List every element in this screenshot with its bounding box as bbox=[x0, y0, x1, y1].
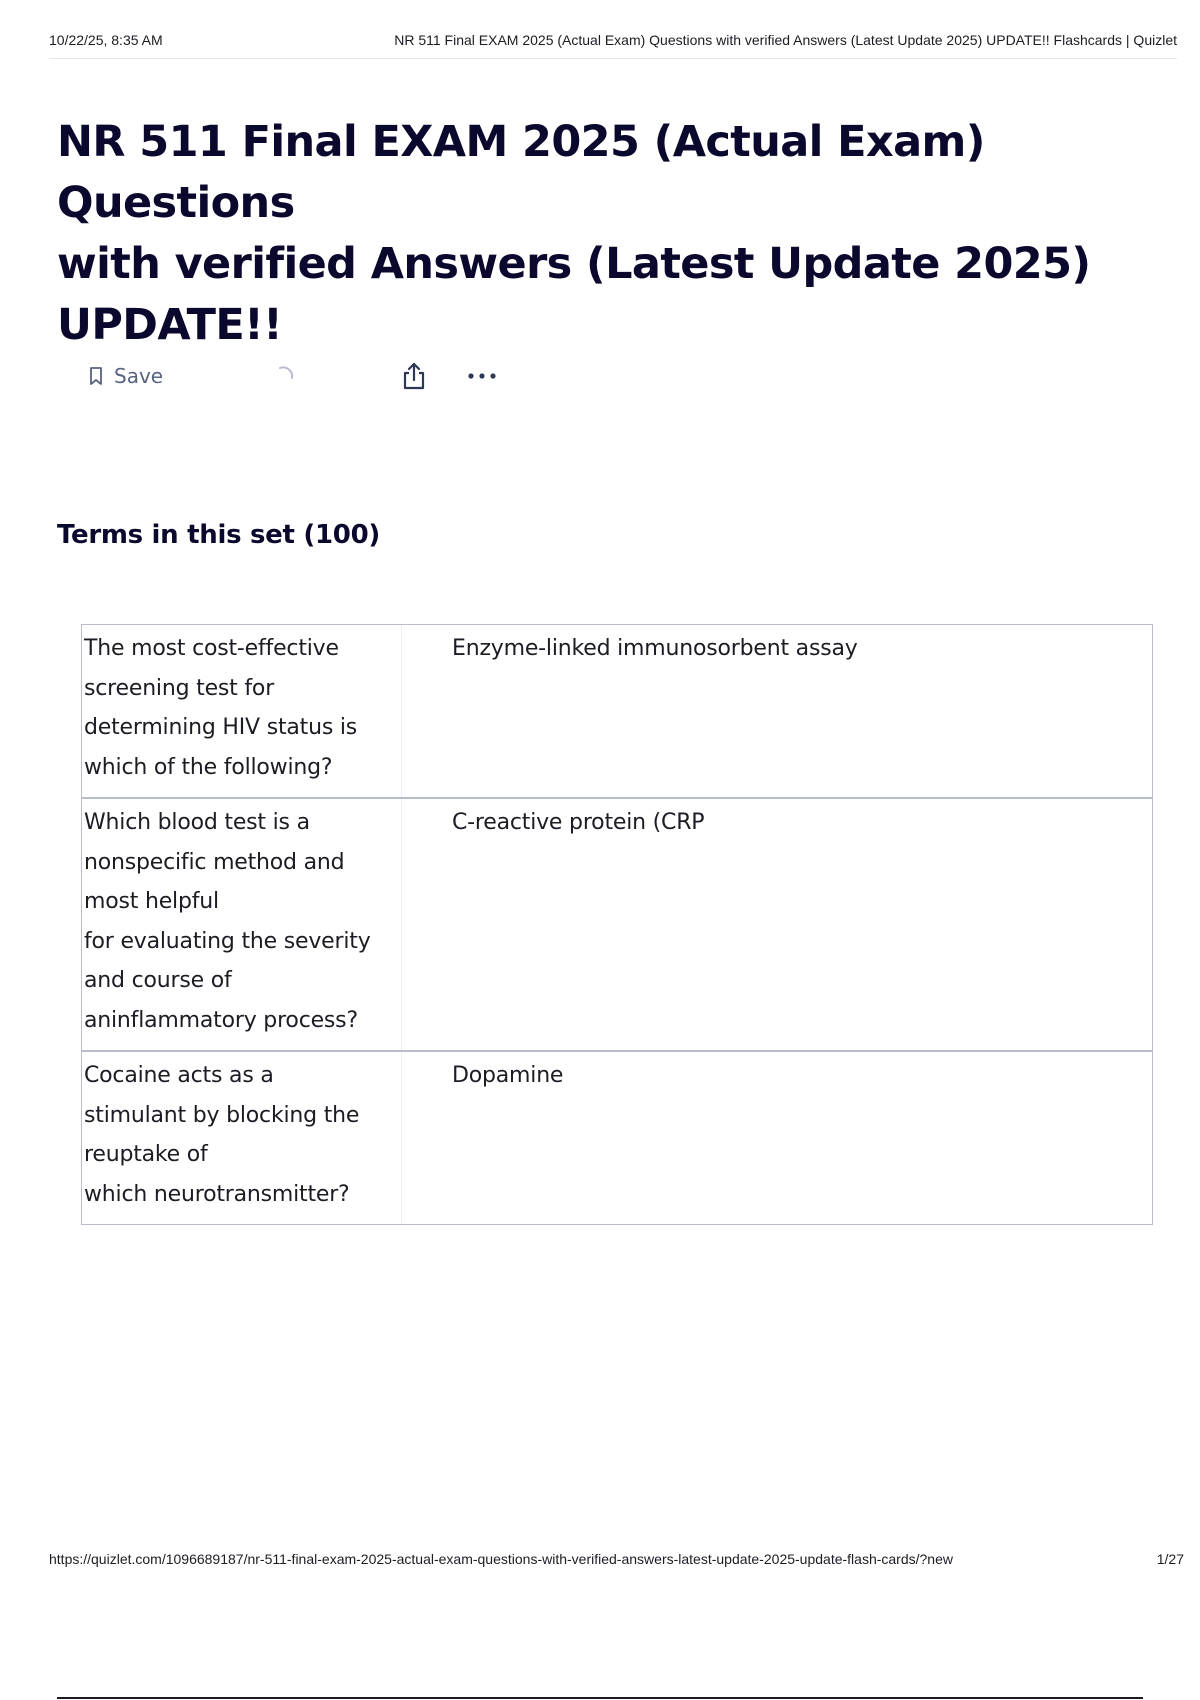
set-toolbar bbox=[76, 356, 536, 396]
print-url: https://quizlet.com/1096689187/nr-511-final-exam-2025-actual-exam-questions-with-verified-answers-latest-update-2025-update-flash-cards/?new bbox=[49, 1551, 953, 1567]
term-line: stimulant by blocking the bbox=[84, 1102, 360, 1128]
term-row[interactable] bbox=[82, 625, 1152, 799]
term-text bbox=[82, 799, 402, 1050]
term-line: aninflammatory process? bbox=[84, 1007, 358, 1033]
page-title-line: NR 511 Final EXAM 2025 (Actual Exam) Questions bbox=[57, 117, 985, 228]
term-row[interactable] bbox=[82, 799, 1152, 1052]
terms-heading: Terms in this set (100) bbox=[57, 520, 380, 550]
term-line: nonspecific method and bbox=[84, 849, 345, 875]
term-line: most helpful bbox=[84, 889, 219, 914]
term-text bbox=[82, 1052, 402, 1224]
bookmark-icon bbox=[88, 366, 104, 386]
print-datetime: 10/22/25, 8:35 AM bbox=[49, 32, 163, 48]
term-line: and course of bbox=[84, 968, 232, 993]
more-horizontal-icon bbox=[467, 372, 497, 380]
print-document-title: NR 511 Final EXAM 2025 (Actual Exam) Questions with verified Answers (Latest Update 2025) UPDATE!! Flashcards | Quizlet bbox=[394, 32, 1177, 48]
term-line: The most cost-effective bbox=[84, 636, 339, 661]
spinner-icon bbox=[272, 364, 296, 388]
page-title bbox=[57, 112, 1177, 356]
print-header bbox=[49, 30, 1177, 59]
share-icon bbox=[401, 361, 427, 391]
more-options-button[interactable] bbox=[460, 356, 504, 396]
page-number: 1/27 bbox=[1156, 1551, 1184, 1567]
term-text bbox=[82, 625, 402, 797]
definition-text: Enzyme-linked immunosorbent assay bbox=[452, 636, 858, 661]
share-button[interactable] bbox=[392, 356, 436, 396]
definition-text: Dopamine bbox=[452, 1063, 564, 1088]
term-line: determining HIV status is bbox=[84, 715, 358, 740]
term-line: screening test for bbox=[84, 675, 275, 701]
term-row[interactable] bbox=[82, 1052, 1152, 1224]
save-button[interactable] bbox=[76, 356, 175, 396]
page-title-line: with verified Answers (Latest Update 2025) bbox=[57, 239, 1091, 289]
term-line: which neurotransmitter? bbox=[84, 1181, 350, 1207]
term-line: which of the following? bbox=[84, 754, 333, 780]
terms-table bbox=[81, 624, 1153, 1225]
term-line: for evaluating the severity bbox=[84, 928, 371, 954]
save-label: Save bbox=[114, 364, 164, 388]
term-line: reuptake of bbox=[84, 1142, 208, 1167]
term-line: Cocaine acts as a bbox=[84, 1063, 274, 1088]
divider bbox=[57, 1697, 1143, 1699]
page-title-line: UPDATE!! bbox=[57, 300, 283, 350]
term-line: Which blood test is a bbox=[84, 810, 310, 835]
definition-text: C-reactive protein (CRP bbox=[452, 810, 705, 835]
